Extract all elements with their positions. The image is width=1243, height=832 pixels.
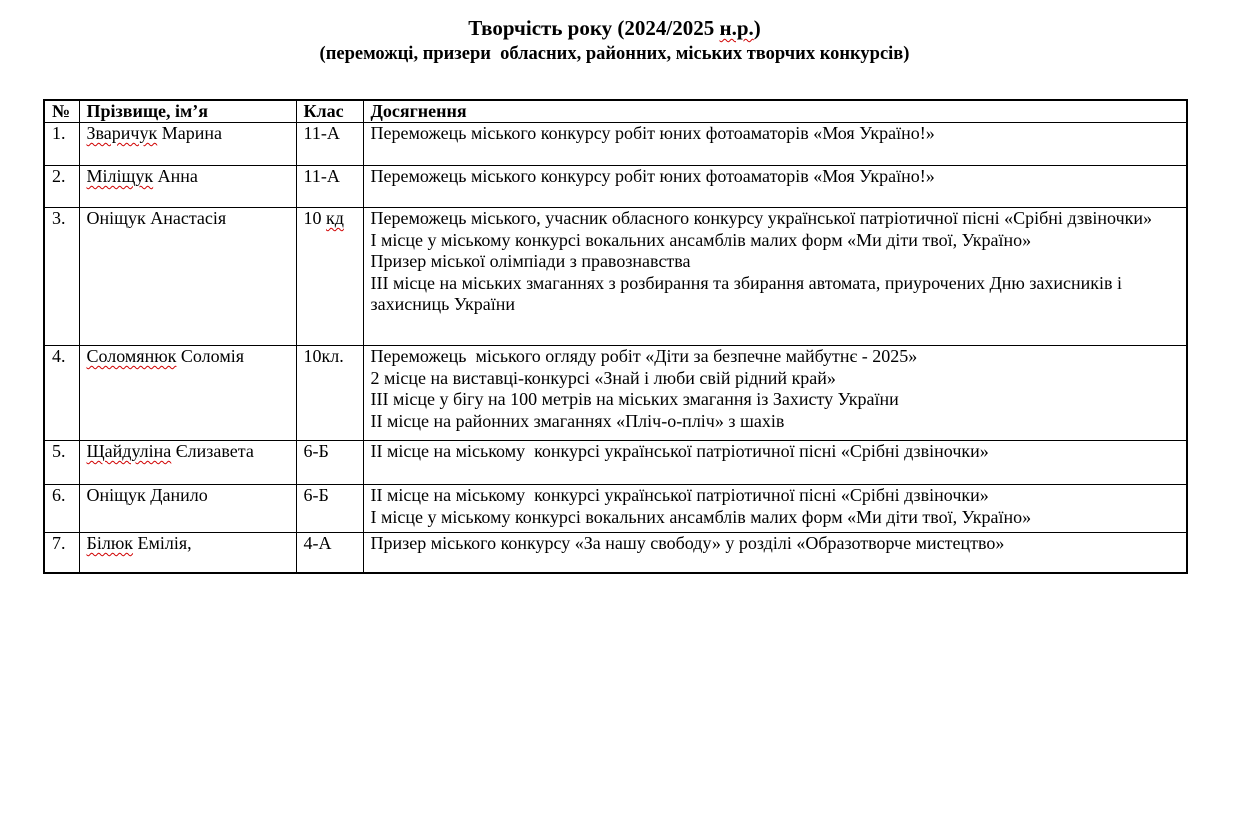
cell-achievements (363, 346, 1187, 441)
cell-num: 6. (44, 485, 79, 533)
header-cell-num: № (44, 100, 79, 123)
cell-num: 3. (44, 208, 79, 346)
achievement-line: ІІІ місце у бігу на 100 метрів на міських змагання із Захисту України (370, 389, 899, 409)
table-header-row (44, 100, 1187, 123)
class-text: 6-Б (303, 485, 329, 505)
table-row (44, 346, 1187, 441)
table-row (44, 123, 1187, 166)
achievement-line: Призер міського конкурсу «За нашу свободу» у розділі «Образотворче мистецтво» (370, 533, 1005, 553)
cell-class (296, 533, 363, 573)
achievement-line: І місце у міському конкурсі вокальних ансамблів малих форм «Ми діти твої, Україно» (370, 506, 1032, 527)
document-title (43, 15, 1186, 42)
achievement-line: І місце у міському конкурсі вокальних ансамблів малих форм «Ми діти твої, Україно» (370, 229, 1032, 250)
document-header (43, 15, 1186, 66)
table-row (44, 208, 1187, 346)
cell-class (296, 485, 363, 533)
achievement-line: ІІ місце на районних змаганнях «Пліч-о-пліч» з шахів (370, 410, 785, 431)
achievements-table (43, 99, 1188, 574)
cell-class (296, 123, 363, 166)
cell-class (296, 208, 363, 346)
cell-name (79, 485, 296, 533)
table-row (44, 166, 1187, 208)
achievement-line: ІІ місце на міському конкурсі української патріотичної пісні «Срібні дзвіночки» (370, 485, 989, 505)
title-text-end: ) (753, 16, 761, 40)
achievement-line: Переможець міського конкурсу робіт юних фотоаматорів «Моя Україно!» (370, 123, 935, 143)
cell-num: 1. (44, 123, 79, 166)
misspelled-word: кд (326, 208, 344, 228)
class-text: 10кл. (303, 346, 344, 366)
name-text: Емілія, (133, 533, 192, 553)
class-text: 4-А (303, 533, 332, 553)
misspelled-word: Зваричук (86, 123, 158, 143)
name-text: Анна (153, 166, 198, 186)
misspelled-word: Соломянюк (86, 346, 177, 366)
cell-name (79, 123, 296, 166)
cell-achievements (363, 166, 1187, 208)
cell-name (79, 441, 296, 485)
cell-achievements (363, 485, 1187, 533)
document-subtitle: (переможці, призери обласних, районних, міських творчих конкурсів) (319, 44, 910, 64)
cell-num: 5. (44, 441, 79, 485)
title-text: Творчість року (2024/2025 (468, 16, 720, 40)
class-text: 6-Б (303, 441, 329, 461)
name-text: Марина (157, 123, 222, 143)
misspelled-word: Міліщук (86, 166, 154, 186)
cell-achievements (363, 533, 1187, 573)
cell-class (296, 346, 363, 441)
name-text: Оніщук Анастасія (86, 208, 227, 228)
cell-num: 7. (44, 533, 79, 573)
misspelled-word: Щайдуліна (86, 441, 172, 461)
class-text: 11-А (303, 123, 340, 143)
title-misspelled-word: н.р. (719, 16, 754, 40)
achievement-line: Переможець міського огляду робіт «Діти за безпечне майбутнє - 2025» (370, 346, 918, 366)
name-text: Соломія (176, 346, 244, 366)
cell-achievements (363, 208, 1187, 346)
cell-name (79, 208, 296, 346)
table-row (44, 441, 1187, 485)
cell-name (79, 166, 296, 208)
class-text: 11-А (303, 166, 340, 186)
class-text: 10 (303, 208, 326, 228)
achievement-line: ІІ місце на міському конкурсі української патріотичної пісні «Срібні дзвіночки» (370, 441, 989, 461)
cell-class (296, 441, 363, 485)
name-text: Єлизавета (171, 441, 254, 461)
header-cell-name: Прізвище, ім’я (79, 100, 296, 123)
achievement-line: Призер міської олімпіади з правознавства (370, 251, 691, 271)
header-cell-achievement: Досягнення (363, 100, 1187, 123)
cell-num: 2. (44, 166, 79, 208)
cell-class (296, 166, 363, 208)
achievement-line: ІІІ місце на міських змаганнях з розбирання та збирання автомата, приурочених Дню захисників і захисниць України (370, 272, 1127, 314)
header-cell-class: Клас (296, 100, 363, 123)
achievement-line: 2 місце на виставці-конкурсі «Знай і люби свій рідний край» (370, 367, 836, 388)
table-row (44, 533, 1187, 573)
cell-achievements (363, 441, 1187, 485)
cell-achievements (363, 123, 1187, 166)
cell-num: 4. (44, 346, 79, 441)
cell-name (79, 346, 296, 441)
achievement-line: Переможець міського, учасник обласного конкурсу української патріотичної пісні «Срібні дзвіночки» (370, 208, 1153, 228)
name-text: Оніщук Данило (86, 485, 208, 505)
achievement-line: Переможець міського конкурсу робіт юних фотоаматорів «Моя Україно!» (370, 166, 935, 186)
table-row (44, 485, 1187, 533)
misspelled-word: Білюк (86, 533, 134, 553)
cell-name (79, 533, 296, 573)
